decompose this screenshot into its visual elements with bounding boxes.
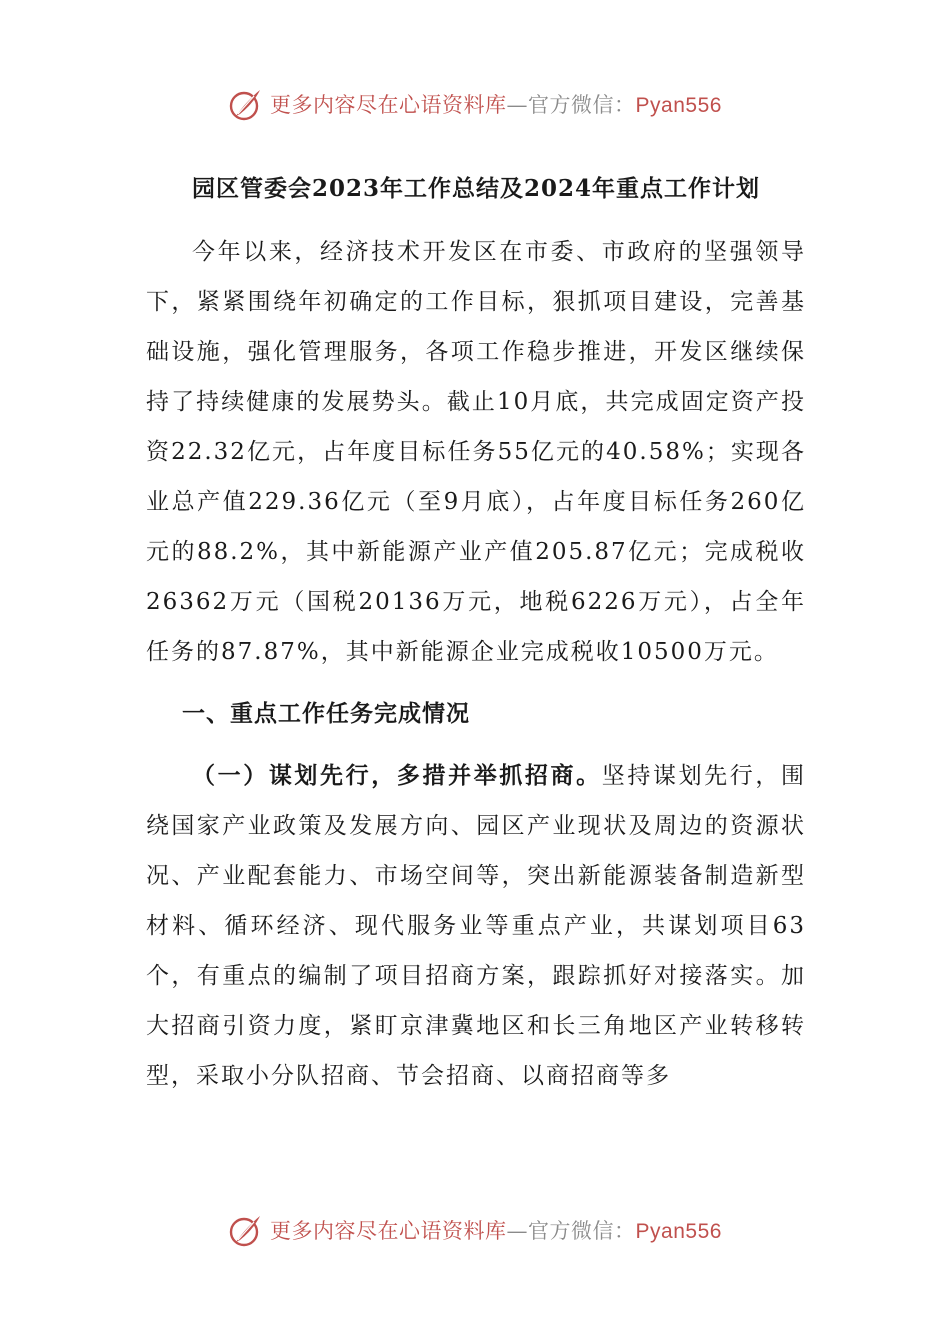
footer-watermark	[0, 1210, 950, 1250]
document-title: 园区管委会2023年工作总结及2024年重点工作计划	[191, 175, 761, 202]
intro-paragraph: 今年以来，经济技术开发区在市委、市政府的坚强领导下，紧紧围绕年初确定的工作目标，狠抓项目建设，完善基础设施，强化管理服务，各项工作稳步推进，开发区继续保持了持续健康的发展势头。截止10月底，共完成固定资产投资22.32亿元，占年度目标任务55亿元的40.58%；实现各业总产值229.36亿元（至9月底），占年度目标任务260亿元的88.2%，其中新能源产业产值205.87亿元；完成税收26362万元（国税20136万元，地税6226万元），占全年任务的87.87%，其中新能源企业完成税收10500万元。	[146, 239, 806, 665]
subsection-paragraph-1	[146, 751, 806, 1101]
document-body	[146, 170, 806, 1101]
watermark-site-name: 更多内容尽在心语资料库	[270, 1219, 507, 1243]
watermark-official-label: 官方微信：	[528, 1219, 636, 1243]
watermark-site-name: 更多内容尽在心语资料库	[270, 93, 507, 117]
quill-logo-icon	[228, 86, 264, 122]
watermark-wechat-id: Pyan556	[635, 94, 722, 117]
section-heading-1: 一、重点工作任务完成情况	[182, 700, 470, 727]
header-watermark	[0, 84, 950, 124]
watermark-wechat-id: Pyan556	[635, 1220, 722, 1243]
watermark-text	[270, 1215, 722, 1245]
subsection-body-1: 坚持谋划先行，围绕国家产业政策及发展方向、园区产业现状及周边的资源状况、产业配套能力、市场空间等，突出新能源装备制造新型材料、循环经济、现代服务业等重点产业，共谋划项目63个，有重点的编制了项目招商方案，跟踪抓好对接落实。加大招商引资力度，紧盯京津冀地区和长三角地区产业转移转型，采取小分队招商、节会招商、以商招商等多	[146, 763, 807, 1089]
quill-logo-icon	[228, 1212, 264, 1248]
watermark-text	[270, 89, 722, 119]
watermark-dash: —	[506, 1219, 529, 1243]
subsection-lead-1: （一）谋划先行，多措并举抓招商。	[192, 762, 602, 789]
watermark-dash: —	[506, 93, 529, 117]
watermark-official-label: 官方微信：	[528, 93, 636, 117]
